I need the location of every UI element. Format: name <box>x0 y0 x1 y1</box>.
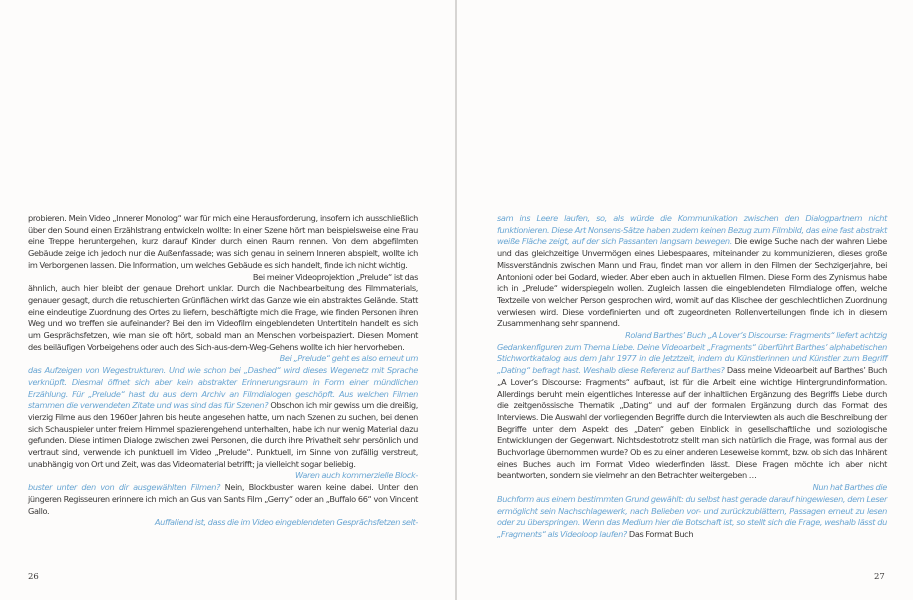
right-page <box>497 213 887 541</box>
question-lead: Auffaliend ist, dass die im Video eingeblendeten Gesprächsfetzen selt- <box>154 517 418 528</box>
answer-text: Nein, Blockbuster waren keine dabei. Unter den jüngeren Regisseuren erinnere ich mich an Gus van Sants Film „Gerry“ oder an „Buffalo 66“ von Vincent Gallo. <box>28 482 418 516</box>
page-gutter <box>455 0 457 600</box>
interview-paragraph <box>28 353 418 470</box>
left-page <box>28 213 418 529</box>
question-text: Gedankenfiguren zum Thema Liebe. Deine Videoarbeit „Fragments“ überführt Barthes’ alphabetischen Stichwortkatalog aus dem Jahr 1977 in die Jetztzeit, indem du Künstlerinnen und Künstler zum Begriff „Dating“ befragt hast. Weshalb diese Referenz auf Barthes? <box>497 341 887 376</box>
page-number-left: 26 <box>28 572 39 582</box>
body-text: ähnlich, auch hier bleibt der genaue Drehort unklar. Durch die Nachbearbeitung des Filmmaterials, genauer gesagt, durch die retuschierten Grünflächen wirkt das Ganze wie ein abstraktes Gelände. Statt eine eindeutige Zuordnung des Ortes zu liefern, beschäftigte mich die Frage, wie finden Personen ihren Weg und wo treffen sie aufeinander? Bei den im Videofilm eingeblendeten Untertiteln handelt es sich um Gesprächsfetzen, wie man sie oft hört, sobald man an Menschen vorbeispaziert. Diesen Moment des beiläufigen Vorbeigehens oder auch des Sich-aus-dem-Weg-Gehens wollte ich hier hervorheben. <box>28 283 418 352</box>
paragraph <box>28 272 418 354</box>
body-text: probieren. Mein Video „Innerer Monolog“ war für mich eine Herausforderung, insofern ich ausschließlich über den Sound einen Erzählstrang entwickeln wollte: In einer Szene hört man beispielsweise eine Frau eine Treppe heruntergehen, kurz darauf Kinder durch einen Raum rennen. Von dem abgefilmten Gebäude zeige ich jedoch nur die Außenfassade; was sich genau in seinem Inneren abspielt, wollte ich im Verborgenen lassen. Die Information, um welches Gebäude es sich handelt, finde ich nicht wichtig. <box>28 213 418 270</box>
interview-paragraph <box>497 213 887 330</box>
question-text: das Aufzeigen von Wegestrukturen. Und wie schon bei „Dashed“ wird dieses Wegenetz mit Sprache verknüpft. Diesmal öffnet sich aber kein abstrakter Erinnerungsraum in Form einer mündlichen Erzählung. Für „Prelude“ hast du aus dem Archiv an Filmdialogen geschöpft. Aus welchen Filmen stammen die verwendeten Zitate und was sind das für Szenen? <box>28 365 418 411</box>
question-lead: Bei „Prelude“ geht es also erneut um <box>279 353 418 364</box>
page-number-right: 27 <box>874 572 885 582</box>
question-lead: Roland Barthes’ Buch „A Lover’s Discourse: Fragments“ liefert achtzig <box>625 330 887 341</box>
interview-paragraph <box>497 482 887 541</box>
body-text-lead: Bei meiner Videoprojektion „Prelude“ ist das <box>252 271 418 282</box>
answer-text: Das Format Buch <box>626 528 694 539</box>
answer-text: Obschon ich mir gewiss um die dreißig, vierzig Filme aus den 1960er Jahren bis heute angesehen hatte, um nach Szenen zu suchen, bei denen sich Schauspieler unter freiem Himmel spazierengehend unterhalten, habe ich nur wenig Material dazu gefunden. Diese intimen Dialoge zwischen zwei Personen, die durch ihre Privatheit sehr persönlich und vertraut sind, verwende ich punktuell im Video „Prelude“. Punktuell, im Sinne von zufällig verstreut, unabhängig von Ort und Zeit, was das Videomaterial betrifft; ja vielleicht sogar beliebig. <box>28 400 419 469</box>
answer-text: Dass meine Videoarbeit auf Barthes’ Buch „A Lover’s Discourse: Fragments“ aufbaut, ist für die Arbeit eine wichtige Hintergrundinformation. Allerdings beruht mein eigentliches Interesse auf der inhaltlichen Ergänzung des Begriffs Liebe durch die zeitgenössische Thematik „Dating“ und auf der formalen Ergänzung durch das Format des Interviews. Die Auswahl der vorliegenden Begriffe durch die Interviewten als auch die Beschreibung der Begriffe unter dem Aspekt des „Daten“ geben Einblick in gesellschaftliche und soziologische Entwicklungen der Gegenwart. Nichtsdestotrotz stellt man sich natürlich die Frage, was formal aus der Buchvorlage übernommen wurde? Ob es zu einer anderen Leseweise kommt, bzw. ob sich das Inhärent eines Buches auch im Format Video wiederfinden lässt. Diese Fragen möchte ich aber nicht beantworten, sondern sie vielmehr an den Betrachter weitergeben … <box>497 365 888 481</box>
answer-text: Die ewige Suche nach der wahren Liebe und das gleichzeitige Unvermögen eines Liebespaares, miteinander zu kommunizieren, dieses große Missverständnis zwischen Mann und Frau, findet man vor allem in den Filmen der Sechzigerjahre, bei Antonioni oder bei Godard, wieder. Aber eben auch in aktuellen Filmen. Diese Form des Zynismus habe ich in „Prelude“ widerspiegeln wollen. Zugleich lassen die eingeblendeten Filmdialoge offen, welche Textzeile von welcher Person gesprochen wird, womit auf das Klischee der geschlechtlichen Zuordnung verwiesen wird. Diese vordefinierten und oft zugeordneten Rollenverteilungen finde ich in diesem Zusammenhang sehr spannend. <box>497 236 887 329</box>
question-text: buster unter den von dir ausgewählten Filmen? <box>28 482 221 493</box>
question-lead: Nun hat Barthes die <box>812 482 887 493</box>
question-lead: Waren auch kommerzielle Block- <box>295 470 418 481</box>
interview-paragraph <box>497 330 887 482</box>
interview-paragraph <box>28 470 418 517</box>
interview-paragraph <box>28 517 418 529</box>
paragraph <box>28 213 418 272</box>
question-text: sam ins Leere laufen, so, als würde die Kommunikation zwischen den Dialogpartnern nicht funktionieren. Diese Art Nonsens-Sätze haben zudem keinen Bezug zum Filmbild, das eine fast abstrakt weiße Fläche zeigt, auf der sich Passanten langsam bewegen. <box>497 213 887 247</box>
question-text: Buchform aus einem bestimmten Grund gewählt: du selbst hast gerade darauf hingewiesen, dem Leser ermöglicht sein Nachschlagewerk, nach Belieben vor- und zurückzublättern, Passagen erneut zu lesen oder zu überspringen. Wenn das Medium hier die Botschaft ist, so stellt sich die Frage, weshalb lässt du „Fragments“ als Videoloop laufen? <box>497 493 887 539</box>
